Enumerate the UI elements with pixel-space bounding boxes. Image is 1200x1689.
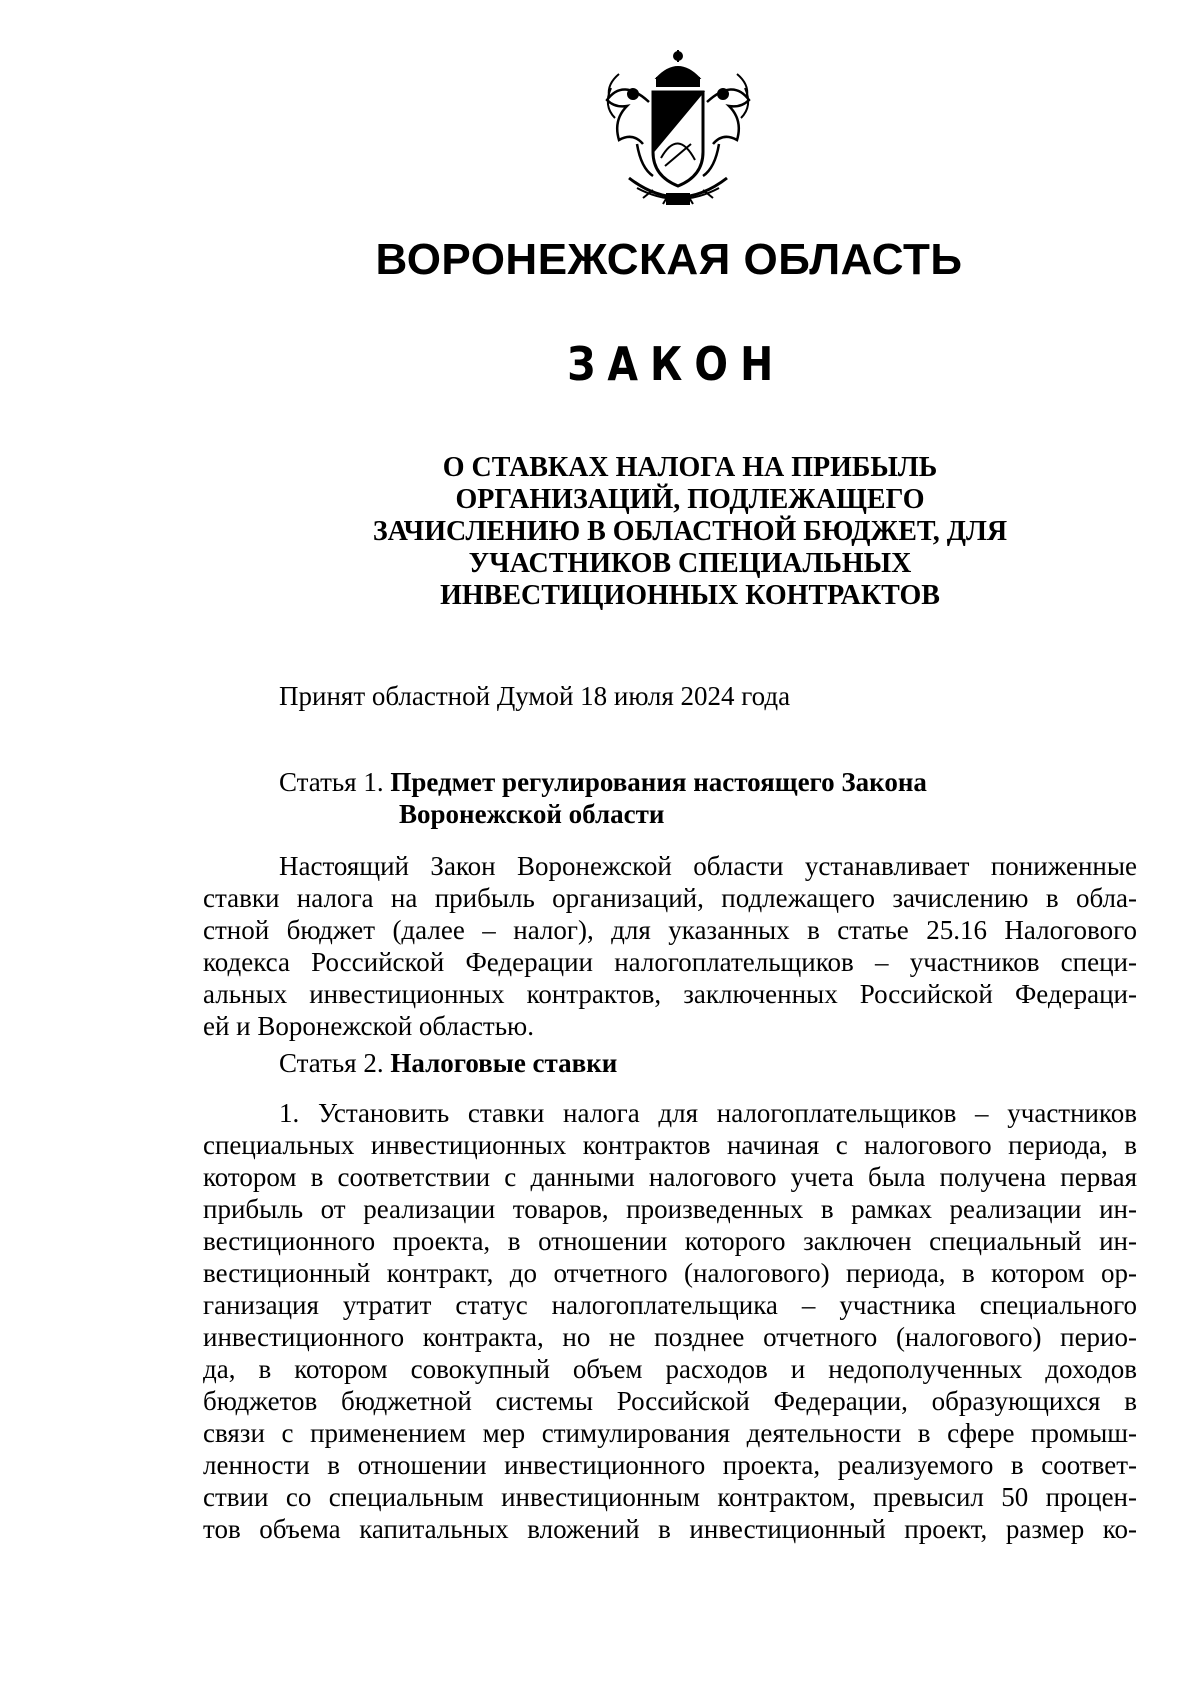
text-line: Настоящий Закон Воронежской области устанавливает пониженные (279, 851, 1137, 881)
text-line: кодекса Российской Федерации налогоплательщиков – участников специ- (203, 947, 1137, 977)
text-line: ставки налога на прибыль организаций, подлежащего зачислению в обла- (203, 883, 1137, 913)
law-title-line: О СТАВКАХ НАЛОГА НА ПРИБЫЛЬ (442, 452, 938, 483)
text-line: ей и Воронежской областью. (203, 1011, 534, 1041)
text-line: связи с применением мер стимулирования деятельности в сфере промыш- (203, 1418, 1137, 1448)
text-line: ленности в отношении инвестиционного проекта, реализуемого в соответ- (203, 1450, 1137, 1480)
article-1-label: Статья 1. (279, 767, 391, 797)
article-2-heading (279, 1047, 617, 1079)
region-heading: ВОРОНЕЖСКАЯ ОБЛАСТЬ (375, 235, 963, 284)
article-1-title-cont: Воронежской области (399, 799, 665, 829)
adoption-note: Принят областной Думой 18 июля 2024 года (279, 681, 791, 711)
article-1-paragraph (203, 850, 1137, 1042)
text-line: вестиционного проекта, в отношении которого заключен специальный ин- (203, 1226, 1137, 1256)
law-title (320, 452, 1060, 612)
law-title-line: УЧАСТНИКОВ СПЕЦИАЛЬНЫХ (468, 548, 912, 579)
text-line: ганизация утратит статус налогоплательщика – участника специального (203, 1290, 1137, 1320)
text-line: прибыль от реализации товаров, произведенных в рамках реализации ин- (203, 1194, 1137, 1224)
text-line: специальных инвестиционных контрактов начиная с налогового периода, в (203, 1130, 1137, 1160)
text-line: альных инвестиционных контрактов, заключенных Российской Федераци- (203, 979, 1137, 1009)
text-line: 1. Установить ставки налога для налогоплательщиков – участников (279, 1098, 1137, 1128)
article-1-title: Предмет регулирования настоящего Закона (390, 767, 927, 797)
law-title-line: ЗАЧИСЛЕНИЮ В ОБЛАСТНОЙ БЮДЖЕТ, ДЛЯ (372, 516, 1008, 547)
text-line: ствии со специальным инвестиционным контрактом, превысил 50 процен- (203, 1482, 1137, 1512)
article-2-title: Налоговые ставки (390, 1048, 618, 1078)
text-line: вестиционный контракт, до отчетного (налогового) периода, в котором ор- (203, 1258, 1137, 1288)
text-line: тов объема капитальных вложений в инвестиционный проект, размер ко- (203, 1514, 1137, 1544)
text-line: котором в соответствии с данными налогового учета была получена первая (203, 1162, 1137, 1192)
coat-of-arms-icon (593, 48, 763, 216)
text-line: инвестиционного контракта, но не позднее отчетного (налогового) перио- (203, 1322, 1137, 1352)
article-2-label: Статья 2. (279, 1048, 391, 1078)
article-2-paragraph (203, 1097, 1137, 1545)
document-type-heading: ЗАКОН (567, 337, 786, 391)
text-line: да, в котором совокупный объем расходов и недополученных доходов (203, 1354, 1137, 1384)
text-line: бюджетов бюджетной системы Российской Федерации, образующихся в (203, 1386, 1137, 1416)
article-1-heading (279, 766, 927, 830)
law-title-line: ОРГАНИЗАЦИЙ, ПОДЛЕЖАЩЕГО (455, 484, 925, 515)
text-line: стной бюджет (далее – налог), для указанных в статье 25.16 Налогового (203, 915, 1137, 945)
law-title-line: ИНВЕСТИЦИОННЫХ КОНТРАКТОВ (440, 580, 940, 611)
